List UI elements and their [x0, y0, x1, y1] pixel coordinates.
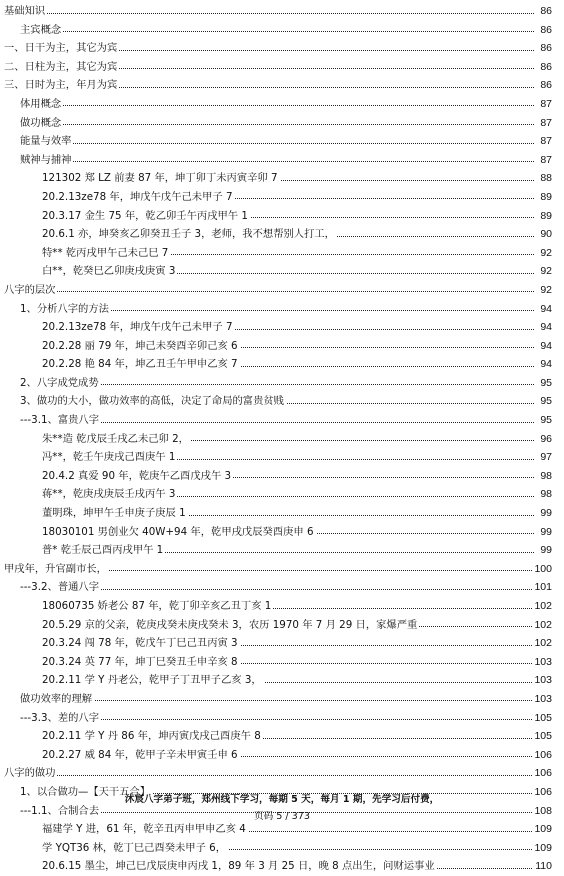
- toc-entry[interactable]: [0, 653, 564, 672]
- toc-entry-page: 98: [538, 485, 552, 504]
- toc-entry-page: 102: [532, 597, 552, 616]
- toc-entry-title: 20.2.27 威 84 年，乾甲子辛未甲寅壬申 6: [42, 746, 240, 765]
- toc-entry-page: 108: [532, 802, 552, 821]
- toc-entry[interactable]: [0, 690, 564, 709]
- toc-entry[interactable]: [0, 467, 564, 486]
- toc-entry[interactable]: [0, 95, 564, 114]
- toc-entry[interactable]: [0, 523, 564, 542]
- toc-entry-page: 92: [538, 244, 552, 263]
- toc-entry[interactable]: [0, 746, 564, 765]
- toc-entry[interactable]: [0, 281, 564, 300]
- toc-entry-title: 做功概念: [20, 114, 63, 133]
- toc-entry-title: 121302 郑 LZ 前妻 87 年，坤丁卯丁未丙寅辛卯 7: [42, 169, 280, 188]
- toc-entry-page: 95: [538, 374, 552, 393]
- toc-entry-page: 95: [538, 392, 552, 411]
- toc-entry-page: 102: [532, 616, 552, 635]
- toc-entry[interactable]: [0, 169, 564, 188]
- toc-entry-title: 学 YQT36 林，乾丁巳己酉癸未甲子 6，: [42, 839, 228, 858]
- toc-entry-page: 87: [538, 95, 552, 114]
- toc-entry[interactable]: [0, 485, 564, 504]
- toc-entry-title: 董明珠，坤甲午壬申庚子庚辰 1: [42, 504, 188, 523]
- table-of-contents: [0, 2, 564, 876]
- toc-entry-page: 95: [538, 411, 552, 430]
- toc-entry-page: 109: [532, 820, 552, 839]
- toc-entry-title: ---3.3、差的八字: [20, 709, 101, 728]
- toc-entry-title: 20.2.28 丽 79 年，坤己未癸酉辛卯己亥 6: [42, 337, 240, 356]
- toc-entry-title: 20.5.29 京的父亲，乾庚戌癸未庚戌癸未 3，农历 1970 年 7 月 29 日，家爆严重: [42, 616, 419, 635]
- toc-entry-page: 103: [532, 653, 552, 672]
- toc-entry-page: 106: [532, 746, 552, 765]
- toc-entry[interactable]: [0, 151, 564, 170]
- toc-entry[interactable]: [0, 671, 564, 690]
- toc-entry[interactable]: [0, 504, 564, 523]
- toc-entry-page: 109: [532, 839, 552, 858]
- toc-entry-title: 20.3.17 金生 75 年，乾乙卯壬午丙戌甲午 1: [42, 207, 250, 226]
- toc-entry[interactable]: [0, 578, 564, 597]
- leader-dots: [20, 161, 534, 162]
- toc-entry-page: 92: [538, 262, 552, 281]
- toc-entry-page: 87: [538, 151, 552, 170]
- toc-entry-page: 86: [538, 58, 552, 77]
- toc-entry-title: ---1.1、合制合去: [20, 802, 101, 821]
- toc-entry-title: 18030101 男创业欠 40W+94 年，乾甲戌戊辰癸酉庚申 6: [42, 523, 316, 542]
- toc-entry[interactable]: [0, 76, 564, 95]
- toc-entry-page: 89: [538, 207, 552, 226]
- toc-entry[interactable]: [0, 39, 564, 58]
- toc-entry[interactable]: [0, 411, 564, 430]
- toc-entry[interactable]: [0, 839, 564, 858]
- leader-dots: [20, 124, 534, 125]
- toc-entry-title: 二、日柱为主，其它为宾: [4, 58, 119, 77]
- toc-entry-title: 朱**造 乾戊辰壬戌乙未己卯 2，: [42, 430, 191, 449]
- toc-entry-page: 90: [538, 225, 552, 244]
- toc-entry-page: 106: [532, 783, 552, 802]
- toc-entry[interactable]: [0, 318, 564, 337]
- toc-entry-page: 86: [538, 76, 552, 95]
- toc-entry-page: 103: [532, 671, 552, 690]
- toc-entry-title: 蒋**，乾庚戌庚辰壬戌丙午 3: [42, 485, 177, 504]
- toc-entry-page: 88: [538, 169, 552, 188]
- toc-entry-page: 103: [532, 690, 552, 709]
- toc-entry-page: 94: [538, 300, 552, 319]
- page-number: 页码 5 / 373: [254, 811, 310, 822]
- toc-entry[interactable]: [0, 392, 564, 411]
- toc-entry-title: 特** 乾丙戌甲午己未己巳 7: [42, 244, 170, 263]
- toc-entry[interactable]: [0, 225, 564, 244]
- toc-entry[interactable]: [0, 244, 564, 263]
- toc-entry-page: 110: [533, 857, 552, 876]
- toc-entry-page: 101: [532, 578, 552, 597]
- toc-entry-title: 1、分析八字的方法: [20, 300, 111, 319]
- toc-entry[interactable]: [0, 430, 564, 449]
- toc-entry-title: 甲戌年，升官副市长，: [4, 560, 109, 579]
- toc-entry[interactable]: [0, 188, 564, 207]
- toc-entry[interactable]: [0, 114, 564, 133]
- toc-entry-title: 八字的做功: [4, 764, 57, 783]
- toc-entry[interactable]: [0, 262, 564, 281]
- toc-entry-title: 18060735 娇老公 87 年，乾丁卯辛亥乙丑丁亥 1: [42, 597, 273, 616]
- leader-dots: [20, 700, 534, 701]
- toc-entry[interactable]: [0, 355, 564, 374]
- toc-entry-page: 87: [538, 114, 552, 133]
- toc-entry[interactable]: [0, 709, 564, 728]
- toc-entry[interactable]: [0, 58, 564, 77]
- toc-entry-page: 92: [538, 281, 552, 300]
- toc-entry[interactable]: [0, 597, 564, 616]
- leader-dots: [20, 105, 534, 106]
- toc-entry-title: 20.3.24 闯 78 年，乾戊午丁巳己丑丙寅 3: [42, 634, 240, 653]
- toc-entry-title: 福建学 Y 进，61 年，乾辛丑丙申甲申乙亥 4: [42, 820, 248, 839]
- toc-entry-title: 20.2.13ze78 年，坤戊午戊午己未甲子 7: [42, 188, 235, 207]
- toc-entry-page: 94: [538, 355, 552, 374]
- toc-entry[interactable]: [0, 727, 564, 746]
- toc-entry[interactable]: [0, 21, 564, 40]
- toc-entry-page: 99: [538, 523, 552, 542]
- toc-entry-title: 基础知识: [4, 2, 47, 21]
- leader-dots: [4, 13, 534, 14]
- toc-entry-title: 20.4.2 真爱 90 年，乾庚午乙酉戊戌午 3: [42, 467, 233, 486]
- toc-entry[interactable]: [0, 616, 564, 635]
- toc-entry-page: 102: [532, 634, 552, 653]
- toc-entry[interactable]: [0, 448, 564, 467]
- toc-entry-title: 3、做功的大小，做功效率的高低，决定了命局的富贵贫贱: [20, 392, 286, 411]
- toc-entry-title: 20.2.28 艳 84 年，坤乙丑壬午甲申乙亥 7: [42, 355, 240, 374]
- toc-entry-title: 白**，乾癸巳乙卯庚戌庚寅 3: [42, 262, 177, 281]
- toc-entry-title: 20.2.13ze78 年，坤戊午戊午己未甲子 7: [42, 318, 235, 337]
- toc-entry-page: 94: [538, 318, 552, 337]
- toc-entry-title: 体用概念: [20, 95, 63, 114]
- toc-entry-page: 87: [538, 132, 552, 151]
- toc-entry-page: 86: [538, 2, 552, 21]
- leader-dots: [20, 31, 534, 32]
- toc-entry-page: 86: [538, 39, 552, 58]
- toc-entry-title: 贼神与捕神: [20, 151, 73, 170]
- toc-entry-title: 2、八字成党成势: [20, 374, 101, 393]
- toc-entry-page: 106: [532, 764, 552, 783]
- toc-entry[interactable]: [0, 2, 564, 21]
- toc-entry[interactable]: [0, 560, 564, 579]
- toc-entry-page: 97: [538, 448, 552, 467]
- toc-entry-title: 20.6.1 亦，坤癸亥乙卯癸丑壬子 3，老师，我不想帮别人打工，: [42, 225, 337, 244]
- toc-entry[interactable]: [0, 132, 564, 151]
- toc-entry-page: 99: [538, 541, 552, 560]
- toc-entry-title: 20.3.24 英 77 年，坤丁巳癸丑壬申辛亥 8: [42, 653, 240, 672]
- leader-dots: [20, 143, 534, 144]
- toc-entry-title: 主宾概念: [20, 21, 63, 40]
- toc-entry-page: 98: [538, 467, 552, 486]
- leader-dots: [4, 291, 534, 292]
- toc-entry-title: 20.2.11 学 Y 丹 86 年，坤丙寅戊戌己酉庚午 8: [42, 727, 263, 746]
- toc-entry[interactable]: [0, 541, 564, 560]
- toc-entry[interactable]: [0, 764, 564, 783]
- toc-entry[interactable]: [0, 337, 564, 356]
- toc-entry-title: 做功效率的理解: [20, 690, 94, 709]
- toc-entry[interactable]: [0, 857, 564, 876]
- toc-entry-title: 能量与效率: [20, 132, 73, 151]
- toc-entry-title: 普* 乾壬辰己酉丙戌甲午 1: [42, 541, 165, 560]
- toc-entry-page: 86: [538, 21, 552, 40]
- toc-entry-title: 冯**，乾壬午庚戌己酉庚午 1: [42, 448, 177, 467]
- toc-entry-page: 94: [538, 337, 552, 356]
- toc-entry-title: 一、日干为主，其它为宾: [4, 39, 119, 58]
- toc-entry-page: 99: [538, 504, 552, 523]
- toc-entry[interactable]: [0, 820, 564, 839]
- leader-dots: [4, 775, 534, 776]
- toc-entry[interactable]: [0, 634, 564, 653]
- toc-entry[interactable]: [0, 300, 564, 319]
- toc-entry-page: 105: [532, 727, 552, 746]
- toc-entry-title: 20.2.11 学 Y 丹老公，乾甲子丁丑甲子乙亥 3，: [42, 671, 264, 690]
- toc-entry[interactable]: [0, 374, 564, 393]
- toc-entry-title: 1、以合做功—【天干五合】: [20, 783, 152, 802]
- toc-entry-title: 三、日时为主，年月为宾: [4, 76, 119, 95]
- toc-entry-page: 105: [532, 709, 552, 728]
- toc-entry-title: 八字的层次: [4, 281, 57, 300]
- toc-entry-title: ---3.1、富贵八字: [20, 411, 101, 430]
- footer-advert: 沐宸八字弟子班，郑州线下学习，每期 5 天，每月 1 期，先学习后付费，: [124, 794, 440, 805]
- toc-entry-page: 96: [538, 430, 552, 449]
- toc-entry-page: 100: [532, 560, 552, 579]
- toc-entry-title: ---3.2、普通八字: [20, 578, 101, 597]
- toc-entry-title: 20.6.15 墨尘，坤己巳戊辰庚申丙戌 1，89 年 3 月 25 日，晚 8 点出生，问财运事业: [42, 857, 437, 876]
- toc-entry-page: 89: [538, 188, 552, 207]
- toc-entry[interactable]: [0, 207, 564, 226]
